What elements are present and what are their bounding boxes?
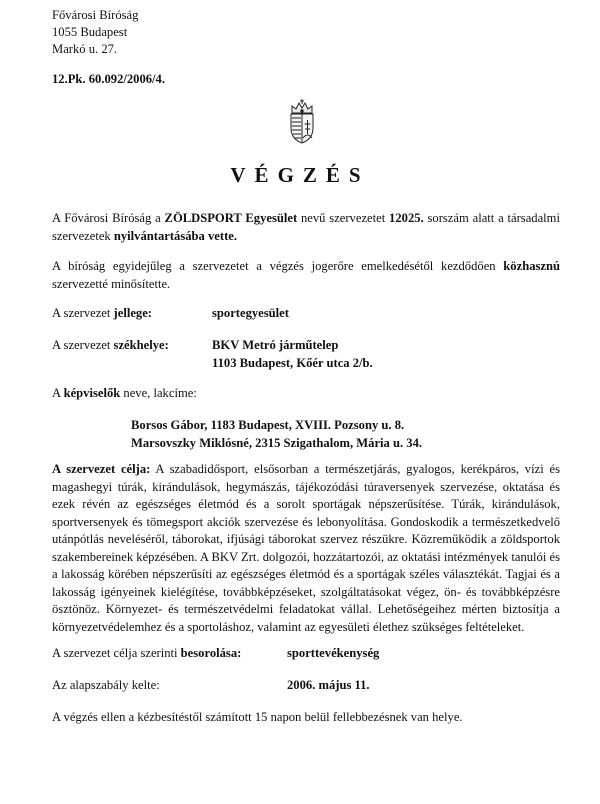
public-benefit-term: közhasznú xyxy=(503,259,560,273)
text: besorolása: xyxy=(180,646,242,660)
text: A bíróság egyidejűleg a szervezetet a végzés jogerőre emelkedésétől kezdődően xyxy=(52,259,504,273)
classification-label xyxy=(52,645,241,663)
registration-paragraph xyxy=(52,210,560,245)
character-label xyxy=(52,305,152,323)
purpose-label: A szervezet célja: xyxy=(52,462,151,476)
appeal-notice: A végzés ellen a kézbesítéstől számított 15 napon belül fellebbezésnek van helye. xyxy=(52,710,463,724)
purpose-paragraph xyxy=(52,461,560,636)
text: nevű szervezetet xyxy=(297,211,390,225)
representatives-list xyxy=(131,417,422,452)
text: székhelye: xyxy=(113,338,169,352)
statute-date-label: Az alapszabály kelte: xyxy=(52,678,160,692)
seat-line-2: 1103 Budapest, Kőér utca 2/b. xyxy=(212,355,373,370)
court-name: Fővárosi Bíróság xyxy=(52,8,139,22)
seat-label xyxy=(52,337,169,355)
text: képviselők xyxy=(63,386,121,400)
registration-number: 12025. xyxy=(389,211,424,225)
text: szervezetté minősítette. xyxy=(52,276,171,291)
text: A szervezet célja szerinti xyxy=(52,646,181,660)
seat-address xyxy=(212,337,373,372)
court-address xyxy=(52,7,138,58)
purpose-text: A szabadidősport, elsősorban a természetjárás, gyalogos, kerékpáros, vízi és magashegyi túrák, kirándulások, hegymászás, tájékozódási túraversenyek szervezése, oktatása és ezek révén az egészséges életmód és a sorolt sportágak népszerűsítése. Túrák, kirándulások, sportversenyek és tömegsport akciók szervezése és lebonyolítása. Gondoskodik a természetkedvelő utánpótlás neveléséről, táborokat, ifjúsági táborokat szervez részükre. Közreműködik a zöldsportok szakembereinek képzésében. A BKV Zrt. dolgozói, hozzátartozói, az oktatási intézmények tanulói és a lakosság körében népszerűsíti az egészséges életmód és a sportágak széles választékát. Tagjai és a lakosság igényeinek kielégítése, továbbképzéseket, szolgáltatásokat végez, ön- és továbbképzésre ösztönöz. Környezet- és természetvédelmi feladatokat vállal. Lehetőségeihez mérten biztosítja a környezetvédelemhez és a sportoláshoz, valamint az egyesületi élethez szükséges feltételeket. xyxy=(52,462,560,634)
representative-1: Borsos Gábor, 1183 Budapest, XVIII. Pozsony u. 8. xyxy=(131,418,405,432)
statute-date-value: 2006. május 11. xyxy=(287,678,370,692)
representatives-label xyxy=(52,385,197,403)
classification-value: sporttevékenység xyxy=(287,646,380,660)
text: jellege: xyxy=(113,306,152,320)
text: A Fővárosi Bíróság a xyxy=(52,211,165,225)
public-benefit-paragraph xyxy=(52,258,560,293)
court-street: Markó u. 27. xyxy=(52,42,118,56)
text: neve, lakcíme: xyxy=(120,386,197,400)
hungarian-coat-of-arms-icon xyxy=(285,98,319,144)
case-number: 12.Pk. 60.092/2006/4. xyxy=(52,72,165,86)
registration-phrase: nyilvántartásába vette. xyxy=(113,228,238,243)
character-value: sportegyesület xyxy=(212,306,289,320)
organization-name: ZÖLDSPORT Egyesület xyxy=(164,211,298,225)
text: sorszám alatt a társadalmi szervezetek xyxy=(52,211,560,243)
text: A xyxy=(52,386,64,400)
text: A szervezet xyxy=(52,338,114,352)
representative-2: Marsovszky Miklósné, 2315 Szigathalom, Mária u. 34. xyxy=(131,435,423,450)
court-city: 1055 Budapest xyxy=(52,25,128,39)
text: A szervezet xyxy=(52,306,114,320)
document-title: VÉGZÉS xyxy=(230,163,370,187)
seat-line-1: BKV Metró járműtelep xyxy=(212,338,339,352)
